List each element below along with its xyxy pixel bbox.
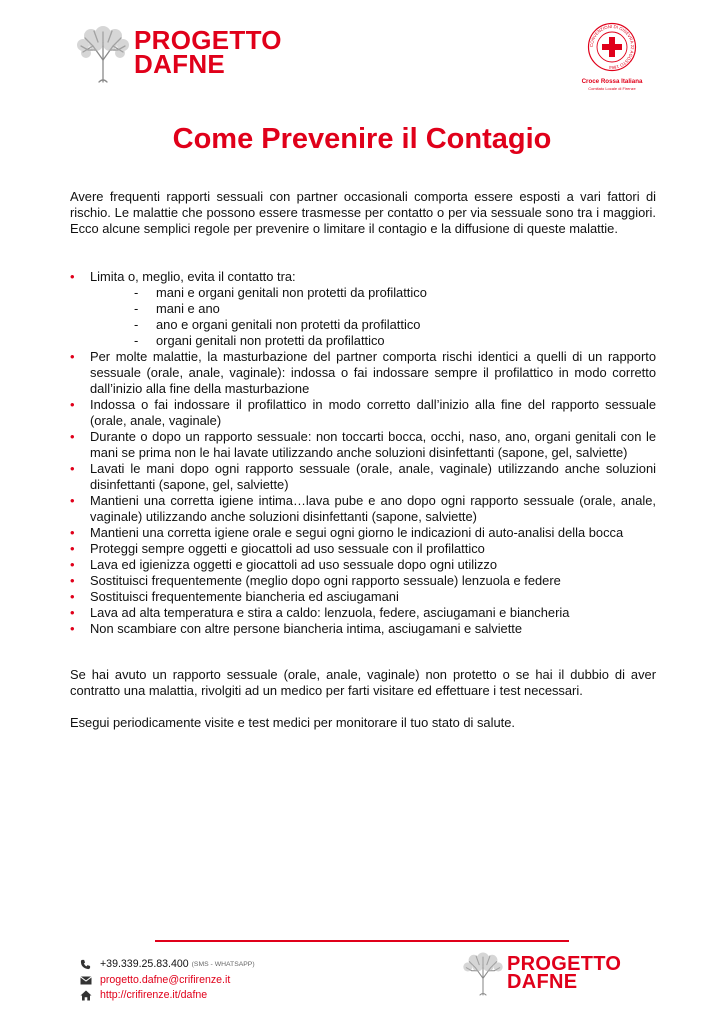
footer-logo [461,948,621,998]
progetto-dafne-logo [74,22,282,84]
logo-wordmark [134,25,282,79]
cri-subtitle: Comitato Locale di Firenze [588,86,636,91]
list-item: • Lava ad alta temperatura e stira a caldo: lenzuola, federe, asciugamani e biancheria [70,605,570,620]
bullet-marker: • [70,493,75,508]
home-icon [80,990,94,1001]
envelope-icon [80,976,94,985]
bullet-marker: • [70,541,75,556]
logo-line2: DAFNE [134,49,226,79]
bullet-marker: • [70,557,75,572]
email-link[interactable]: progetto.dafne@crifirenze.it [100,973,231,986]
document-body [70,189,656,731]
list-item: • Mantieni una corretta igiene orale e segui ogni giorno le indicazioni di auto-analisi della bocca [70,525,624,540]
list-item: • Lavati le mani dopo ogni rapporto sessuale (orale, anale, vaginale) utilizzando anche soluzioni disinfettanti (sapone, gel, salviette) [70,461,656,492]
tree-icon [74,22,132,84]
phone-row [80,957,255,973]
page-title: Come Prevenire il Contagio [172,123,552,155]
logo-line1: PROGETTO [134,25,282,56]
list-item: • Limita o, meglio, evita il contatto tra: - mani e organi genitali non protetti da profilattico - mani e ano - ano e organi genitali non protetti da profilattico - organi genitali non protetti da profilattico [70,269,656,349]
bullet-marker: • [70,269,75,284]
bullet-marker: • [70,605,75,620]
footer-contacts [80,957,255,1004]
sub-list-item: - ano e organi genitali non protetti da profilattico [134,317,421,332]
list-item: • Durante o dopo un rapporto sessuale: non toccarti bocca, occhi, naso, ano, organi genitali con le mani se prima non le hai lavate utilizzando anche soluzioni disinfettanti (sapone, gel, salviette) [70,429,656,460]
email-row [80,973,255,989]
list-item: • Indossa o fai indossare il profilattico in modo corretto dall’inizio alla fine del rapporto sessuale (orale, anale, vaginale) [70,397,656,428]
checkup-paragraph: Esegui periodicamente visite e test medici per monitorare il tuo stato di salute. [70,715,515,730]
logo-line2: DAFNE [507,971,578,993]
list-item: • Lava ed igienizza oggetti e giocattoli ad uso sessuale dopo ogni utilizzo [70,557,498,572]
bullet-marker: • [70,589,75,604]
cri-name: Croce Rossa Italiana [581,78,643,85]
phone-note: (SMS - WHATSAPP) [191,961,255,968]
list-item: • Non scambiare con altre persone biancheria intima, asciugamani e salviette [70,621,523,636]
footer-logo-wordmark [507,952,622,993]
cri-ring-text: CONVENZIONI DI GINEVRA 22 AGOSTO 1864 [588,23,636,71]
bullet-marker: • [70,461,75,476]
phone-icon [80,959,94,970]
bullet-marker: • [70,397,75,412]
red-cross-icon [587,22,637,72]
page-header [74,22,650,94]
list-item: • Mantieni una corretta igiene intima…lava pube e ano dopo ogni rapporto sessuale (orale, anale, vaginale) utilizzando anche soluzioni disinfettanti (sapone, salviette) [70,493,656,524]
list-item: • Sostituisci frequentemente (meglio dopo ogni rapporto sessuale) lenzuola e federe [70,573,561,588]
sub-list-item: - mani e ano [134,301,220,316]
list-item: • Per molte malattie, la masturbazione del partner comporta rischi identici a quelli di un rapporto sessuale (orale, anale, vaginale): indossa o fai indossare sempre il profilattico in modo corretto dall’inizio alla fine della masturbazione [70,349,656,396]
website-link[interactable]: http://crifirenze.it/dafne [100,989,208,1001]
list-item: • Proteggi sempre oggetti e giocattoli ad uso sessuale con il profilattico [70,541,485,556]
croce-rossa-logo [574,22,650,91]
prevention-list [70,269,656,637]
bullet-marker: • [70,429,75,444]
bullet-marker: • [70,573,75,588]
sub-list-item: - mani e organi genitali non protetti da profilattico [134,285,427,300]
bullet-marker: • [70,525,75,540]
website-row [80,988,255,1004]
list-item: • Sostituisci frequentemente biancheria ed asciugamani [70,589,399,604]
contact-sublist [90,285,656,349]
phone-number: +39.339.25.83.400 [100,958,189,970]
bullet-marker: • [70,349,75,364]
advice-paragraph: Se hai avuto un rapporto sessuale (orale, anale, vaginale) non protetto o se hai il dubbio di aver contratto una malattia, rivolgiti ad un medico per farti visitare ed effettuare i test necessari. [70,667,656,698]
footer-divider [155,940,569,942]
sub-list-item: - organi genitali non protetti da profilattico [134,333,385,348]
tree-icon [461,948,505,998]
intro-paragraph: Avere frequenti rapporti sessuali con partner occasionali comporta essere esposti a vari fattori di rischio. Le malattie che possono essere trasmesse per contatto o per via sessuale sono tra i maggiori. Ecco alcune semplici regole per prevenire o limitare il contagio e la diffusione di queste malattie. [70,189,656,236]
bullet-marker: • [70,621,75,636]
logo-line1: PROGETTO [507,952,622,975]
